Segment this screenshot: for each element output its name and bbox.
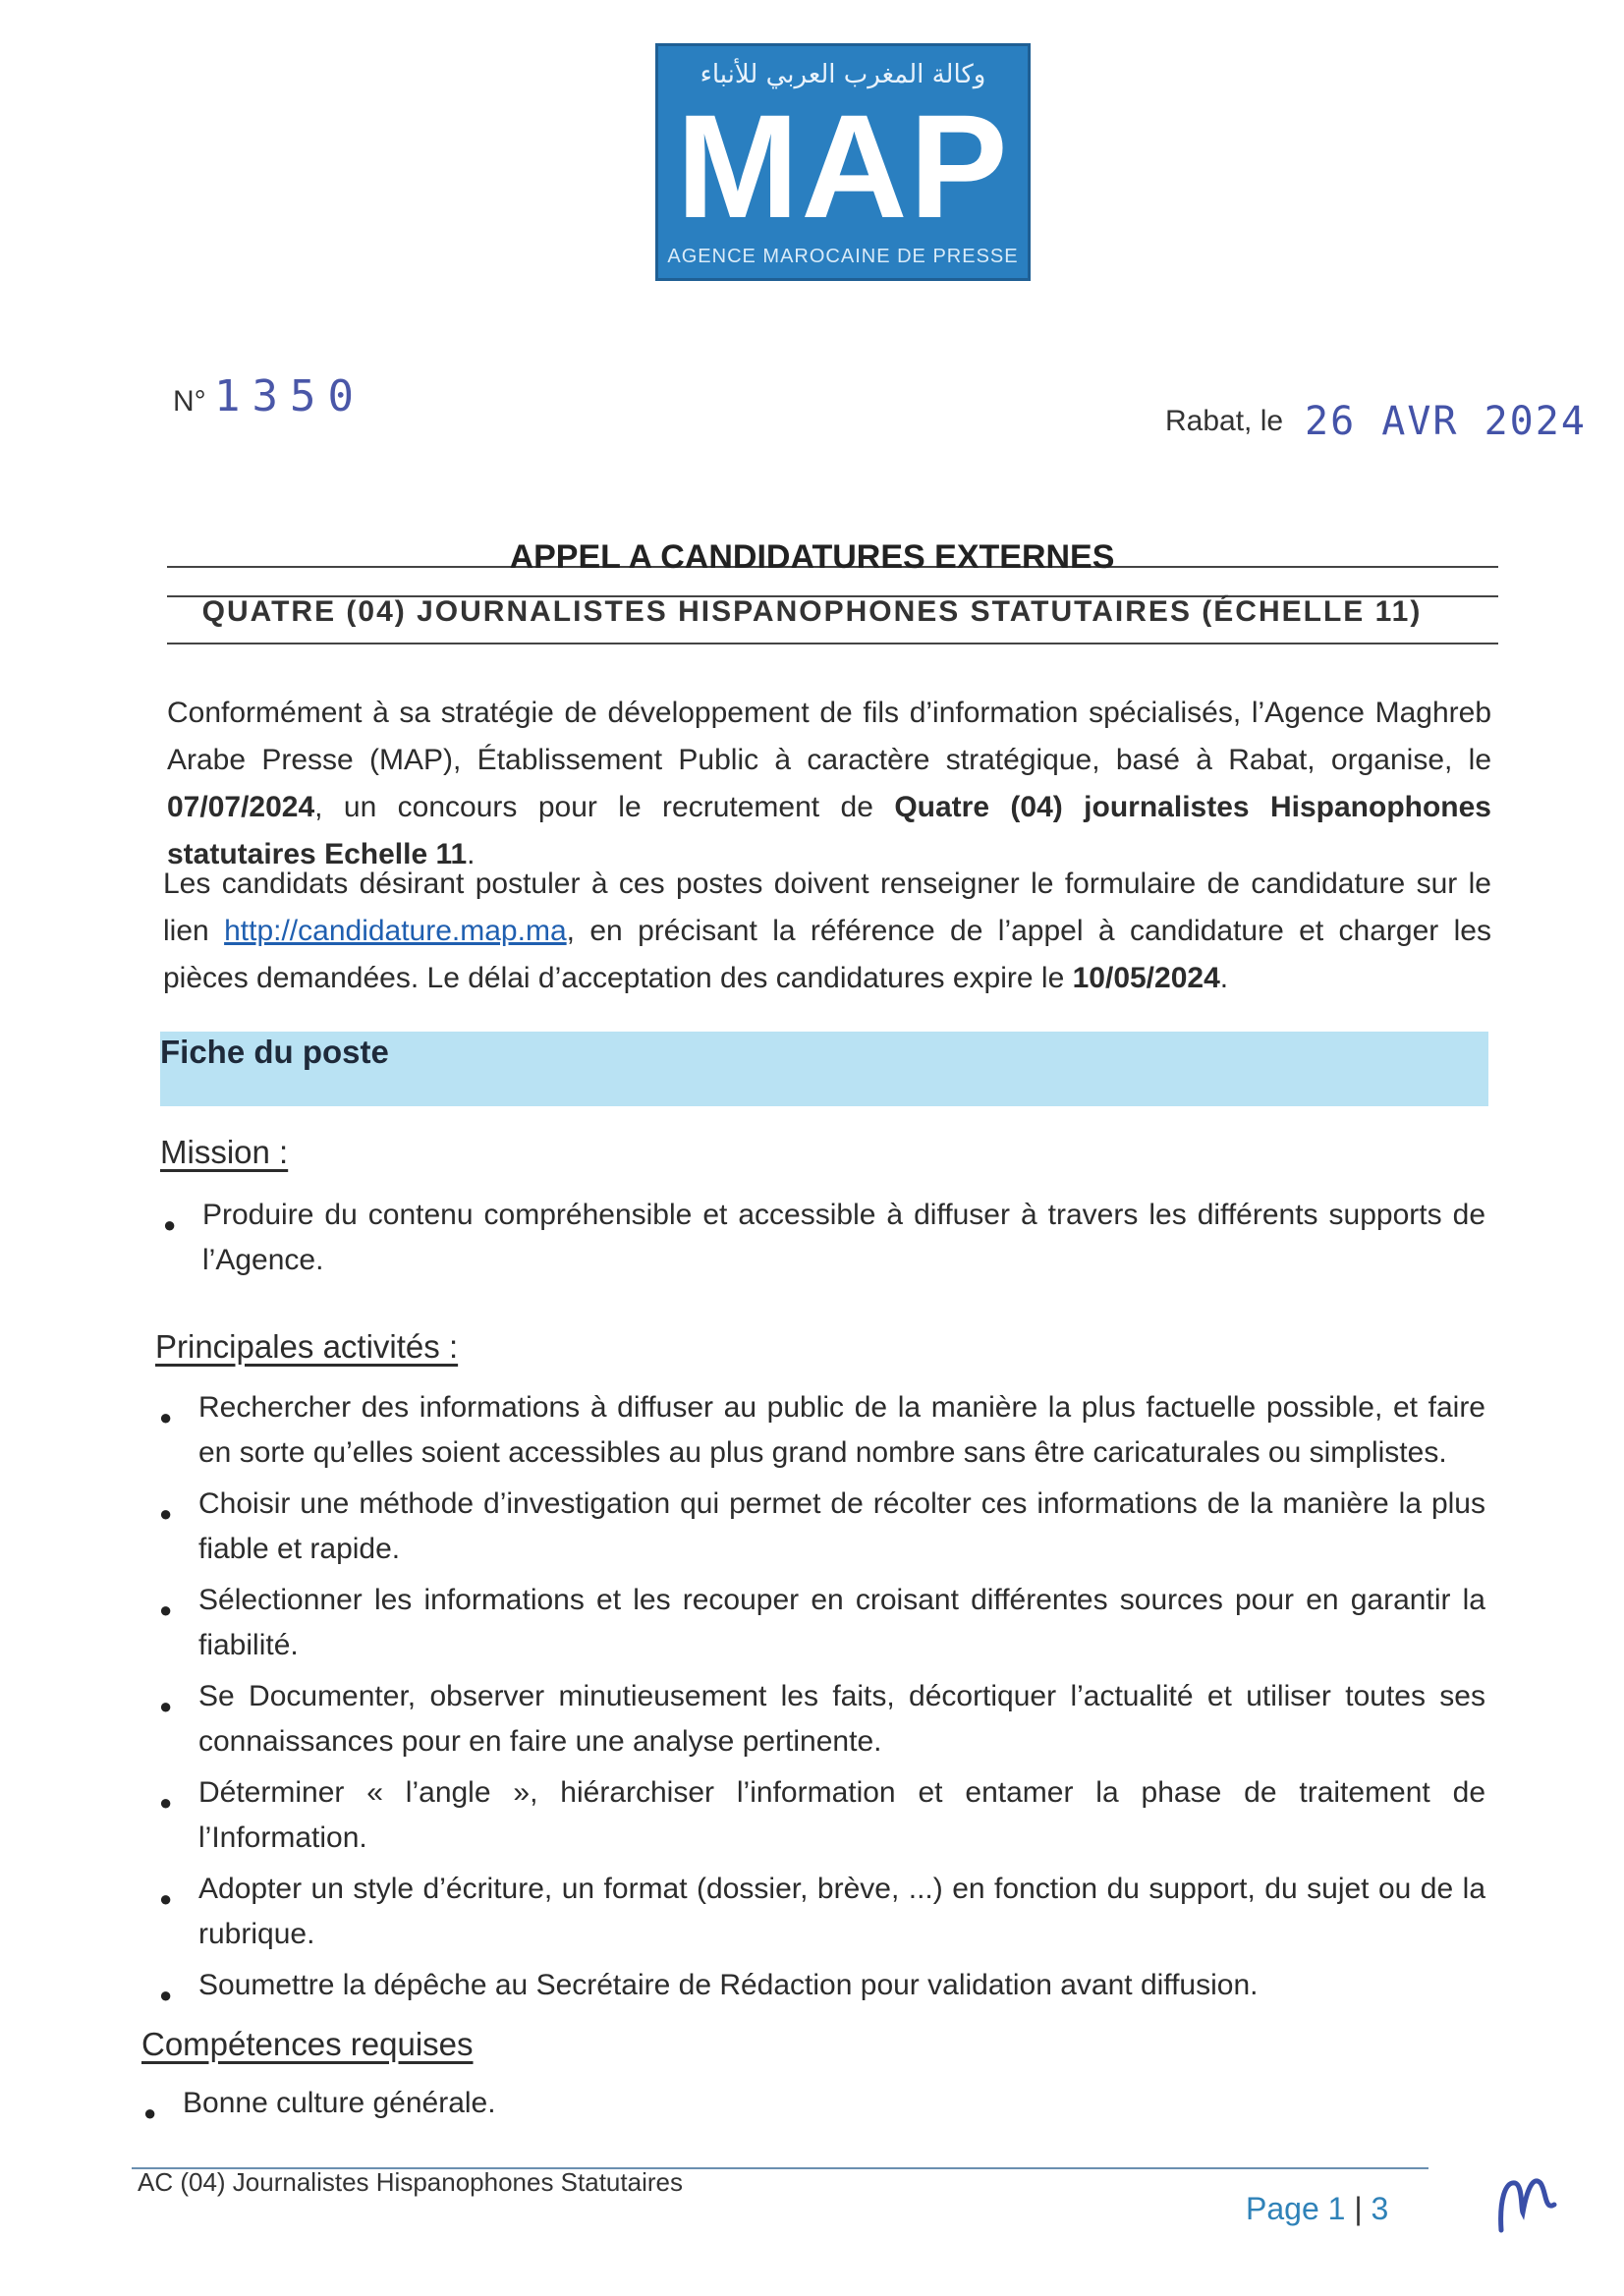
page-label: Page 1 bbox=[1246, 2191, 1346, 2226]
intro-p1-text-c: . bbox=[467, 838, 476, 870]
intro-p2-text-b: , en précisant la référence de l’appel à candidature et charger les pièces demandées. Le délai d’acceptation des candidatures expire le bbox=[163, 915, 1491, 994]
intro-p1-text-b: , un concours pour le recrutement de bbox=[314, 791, 895, 823]
position-title: Quatre (04) journalistes Hispanophones statutaires Echelle 11 bbox=[167, 791, 1491, 870]
page-total: 3 bbox=[1371, 2191, 1389, 2226]
logo-brand-text: MAP bbox=[676, 84, 1010, 249]
bullet-icon: ● bbox=[159, 1983, 173, 2007]
intro-paragraph-1 bbox=[167, 690, 1491, 878]
document-title: APPEL A CANDIDATURES EXTERNES bbox=[509, 538, 1115, 576]
mission-item bbox=[157, 1193, 1485, 1283]
activity-item bbox=[153, 1867, 1485, 1957]
bullet-icon: ● bbox=[159, 1405, 173, 1429]
fiche-du-poste-heading: Fiche du poste bbox=[160, 1034, 389, 1070]
reference-number bbox=[173, 371, 365, 421]
mission-section bbox=[157, 1193, 1485, 1289]
handwritten-initials bbox=[1493, 2161, 1562, 2240]
activity-item-text: Se Documenter, observer minutieusement les faits, décortiquer l’actualité et utiliser toutes ses connaissances pour en faire une analyse pertinente. bbox=[198, 1680, 1485, 1758]
title-bottom-rule bbox=[167, 643, 1498, 644]
date-stamp: 26 AVR 2024 bbox=[1305, 399, 1587, 444]
page-separator: | bbox=[1354, 2191, 1363, 2226]
intro-p2-text-c: . bbox=[1219, 962, 1229, 994]
logo-tagline: AGENCE MAROCAINE DE PRESSE bbox=[667, 246, 1019, 267]
map-logo bbox=[655, 43, 1031, 281]
activity-item bbox=[153, 1482, 1485, 1572]
skills-heading: Compétences requises bbox=[141, 2026, 474, 2062]
activity-item bbox=[153, 1578, 1485, 1668]
bullet-icon: ● bbox=[159, 1597, 173, 1622]
bullet-icon: ● bbox=[159, 1694, 173, 1718]
bullet-icon: ● bbox=[159, 1886, 173, 1911]
activities-heading: Principales activités : bbox=[155, 1328, 459, 1365]
bullet-icon: ● bbox=[159, 1501, 173, 1526]
activity-item bbox=[153, 1385, 1485, 1476]
activity-item-text: Déterminer « l’angle », hiérarchiser l’information et entamer la phase de traitement de l’Information. bbox=[198, 1776, 1485, 1854]
activities-section bbox=[153, 1385, 1485, 2014]
dateline-city: Rabat, le bbox=[1165, 405, 1284, 437]
activity-item bbox=[153, 1674, 1485, 1764]
reference-prefix: N° bbox=[173, 385, 206, 418]
activity-item-text: Sélectionner les informations et les recouper en croisant différentes sources pour en garantir la fiabilité. bbox=[198, 1584, 1485, 1661]
activity-item-text: Rechercher des informations à diffuser au public de la manière la plus factuelle possible, et faire en sorte qu’elles soient accessibles au plus grand nombre sans être caricaturales ou simplistes. bbox=[198, 1391, 1485, 1469]
deadline-date: 10/05/2024 bbox=[1072, 962, 1220, 994]
activity-item-text: Adopter un style d’écriture, un format (dossier, brève, ...) en fonction du support, du sujet ou de la rubrique. bbox=[198, 1873, 1485, 1950]
skills-list bbox=[138, 2081, 1484, 2126]
logo-arabic-text: وكالة المغرب العربي للأنباء bbox=[700, 60, 986, 89]
intro-p1-text-a: Conformément à sa stratégie de développement de fils d’information spécialisés, l’Agence Maghreb Arabe Presse (MAP), Établissement Public à caractère stratégique, basé à Rabat, organise, le bbox=[167, 697, 1491, 776]
intro-p2-text-a: Les candidats désirant postuler à ces postes doivent renseigner le formulaire de candidature sur le lien bbox=[163, 868, 1491, 947]
activity-item bbox=[153, 1963, 1485, 2008]
mission-list bbox=[157, 1193, 1485, 1283]
application-link[interactable]: http://candidature.map.ma bbox=[224, 915, 567, 947]
page-indicator bbox=[1246, 2191, 1388, 2227]
bullet-icon: ● bbox=[143, 2100, 157, 2125]
reference-stamp-number: 1350 bbox=[214, 371, 365, 421]
footer-document-reference: AC (04) Journalistes Hispanophones Statutaires bbox=[138, 2167, 683, 2197]
skills-section bbox=[138, 2081, 1484, 2132]
bullet-icon: ● bbox=[163, 1212, 177, 1237]
mission-item-text: Produire du contenu compréhensible et accessible à diffuser à travers les différents supports de l’Agence. bbox=[202, 1199, 1485, 1276]
activities-list bbox=[153, 1385, 1485, 2008]
intro-paragraph-2 bbox=[163, 861, 1491, 1002]
activity-item-text: Choisir une méthode d’investigation qui permet de récolter ces informations de la manière la plus fiable et rapide. bbox=[198, 1487, 1485, 1565]
bullet-icon: ● bbox=[159, 1790, 173, 1815]
activity-item bbox=[153, 1770, 1485, 1861]
skill-item bbox=[138, 2081, 1484, 2126]
activity-item-text: Soumettre la dépêche au Secrétaire de Rédaction pour validation avant diffusion. bbox=[198, 1969, 1259, 2001]
skill-item-text: Bonne culture générale. bbox=[183, 2087, 496, 2119]
mission-heading: Mission : bbox=[160, 1134, 289, 1170]
document-subtitle: QUATRE (04) JOURNALISTES HISPANOPHONES STATUTAIRES (ÉCHELLE 11) bbox=[201, 595, 1423, 628]
contest-date: 07/07/2024 bbox=[167, 791, 315, 823]
